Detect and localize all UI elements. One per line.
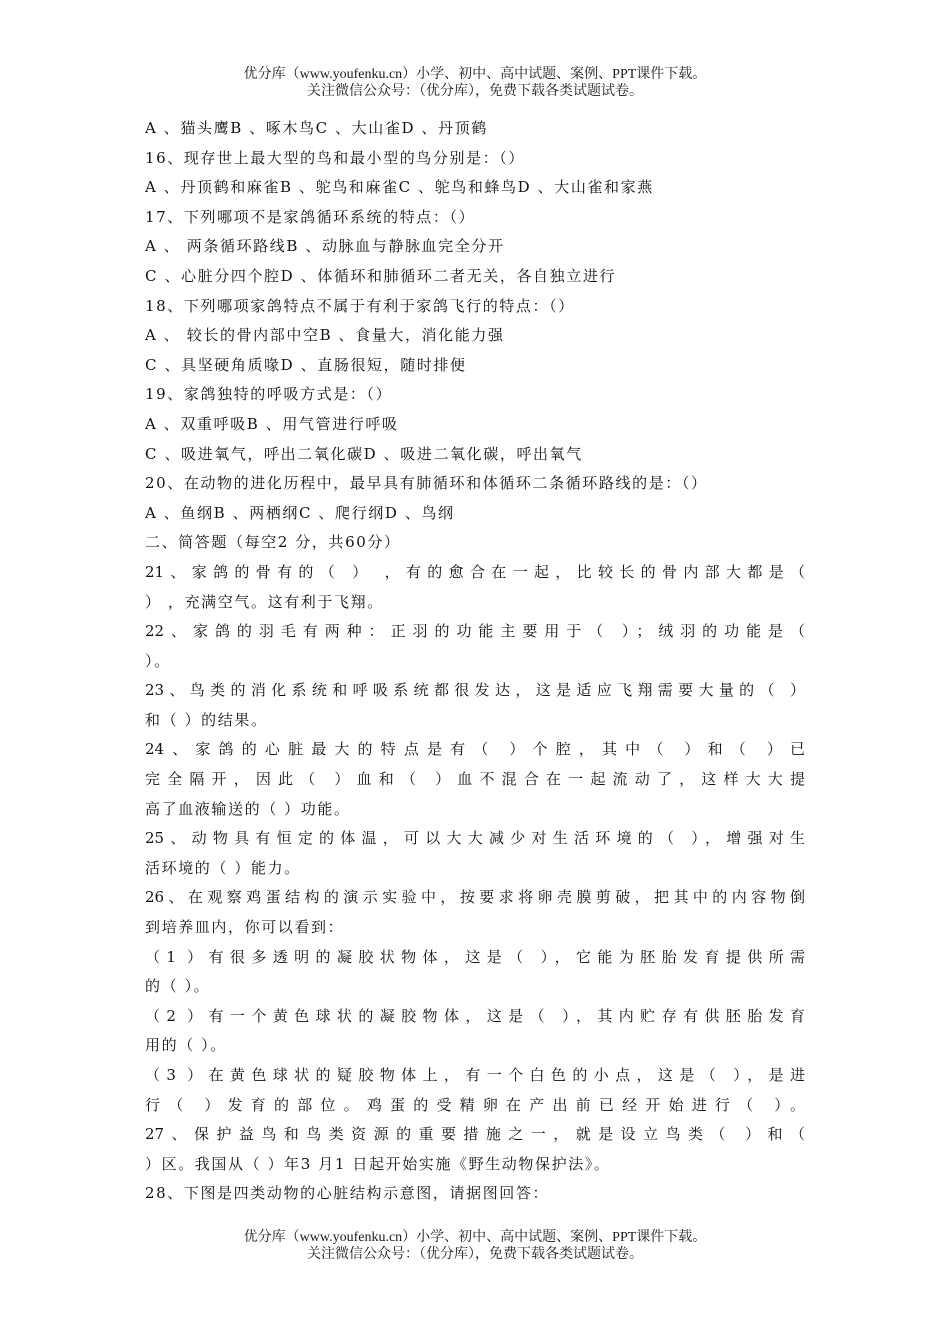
document-body [145,114,805,1209]
text-line: ）。 [145,651,171,670]
text-line: A 、 两条循环路线B 、动脉血与静脉血完全分开 [145,237,505,256]
text-line: ）区。我国从（ ）年3 月1 日起开始实施《野生动物保护法》。 [145,1154,611,1173]
text-line: C 、心脏分四个腔D 、体循环和肺循环二者无关，各自独立进行 [145,266,617,285]
text-line: 19、家鸽独特的呼吸方式是：（） [145,385,393,404]
text-line: 的（ ）。 [145,977,211,996]
text-line: 17、下列哪项不是家鸽循环系统的特点：（） [145,207,476,226]
header-line-1: 优分库（www.youfenku.cn）小学、初中、高中试题、案例、PPT课件下载。 [243,67,707,82]
text-line: 高了血液输送的（ ）功能。 [145,799,351,818]
text-line: 活环境的（ ）能力。 [145,858,301,877]
text-line: 25、动物具有恒定的体温，可以大大减少对生活环境的（ ），增强对生 [145,829,805,848]
text-line: A 、 较长的骨内部中空B 、食量大，消化能力强 [145,326,505,345]
text-line: A 、丹顶鹤和麻雀B 、鸵鸟和麻雀C 、鸵鸟和蜂鸟D 、大山雀和家燕 [145,178,654,197]
text-line: 完全隔开，因此（ ）血和（ ）血不混合在一起流动了，这样大大提 [145,770,805,789]
text-line: C 、具坚硬角质喙D 、直肠很短，随时排便 [145,355,467,374]
text-line: 28、下图是四类动物的心脏结构示意图，请据图回答： [145,1184,550,1203]
text-line: 26、在观察鸡蛋结构的演示实验中，按要求将卵壳膜剪破，把其中的内容物倒 [145,888,805,907]
text-line: 22、家鸽的羽毛有两种：正羽的功能主要用于（ ）；绒羽的功能是（ [145,622,805,641]
text-line: 16、现存世上最大型的鸟和最小型的鸟分别是：（） [145,148,525,167]
text-line: 24、家鸽的心脏最大的特点是有（ ）个腔，其中（ ）和（ ）已 [145,740,805,759]
text-line: （3 ）在黄色球状的疑胶物体上，有一个白色的小点，这是（ ），是进 [145,1066,805,1084]
text-line: 20、在动物的进化历程中，最早具有肺循环和体循环二条循环路线的是：（） [145,474,708,493]
footer-line-2: 关注微信公众号：（优分库），免费下载各类试题试卷。 [307,1247,643,1262]
text-line: A 、猫头鹰B 、啄木鸟C 、大山雀D 、丹顶鹤 [145,119,488,137]
footer-line-1: 优分库（www.youfenku.cn）小学、初中、高中试题、案例、PPT课件下载。 [243,1230,707,1245]
text-line: 21、家鸽的骨有的（ ） ，有的愈合在一起，比较长的骨内部大都是（ [145,562,805,581]
text-line: A 、双重呼吸B 、用气管进行呼吸 [145,414,399,433]
text-line: 18、下列哪项家鸽特点不属于有利于家鸽飞行的特点：（） [145,296,575,315]
text-line: C 、吸进氧气，呼出二氧化碳D 、吸进二氧化碳，呼出氧气 [145,444,583,463]
text-line: 和（ ）的结果。 [145,710,268,729]
text-line: A 、鱼纲B 、两栖纲C 、爬行纲D 、鸟纲 [145,503,455,522]
header-line-2: 关注微信公众号：（优分库），免费下载各类试题试卷。 [307,84,643,99]
text-line: ） ，充满空气。这有利于飞翔。 [145,592,384,611]
text-line: 27、保护益鸟和鸟类资源的重要措施之一，就是设立鸟类（ ）和（ [145,1125,805,1144]
page-footer [0,1229,950,1263]
text-line: 23、鸟类的消化系统和呼吸系统都很发达，这是适应飞翔需要大量的（ ） [145,681,805,700]
text-line: 行（ ）发育的部位。鸡蛋的受精卵在产出前已经开始进行（ ）。 [145,1095,805,1114]
text-line: （1 ）有很多透明的凝胶状物体，这是（ ），它能为胚胎发育提供所需 [145,947,805,966]
text-line: 到培养皿内，你可以看到： [145,918,345,937]
page-header [0,66,950,100]
text-line: （2 ）有一个黄色球状的凝胶物体，这是（ ），其内贮存有供胚胎发育 [145,1006,805,1025]
text-line: 用的（ ）。 [145,1036,227,1055]
section-heading: 二、简答题（每空2 分，共60分） [145,533,401,552]
